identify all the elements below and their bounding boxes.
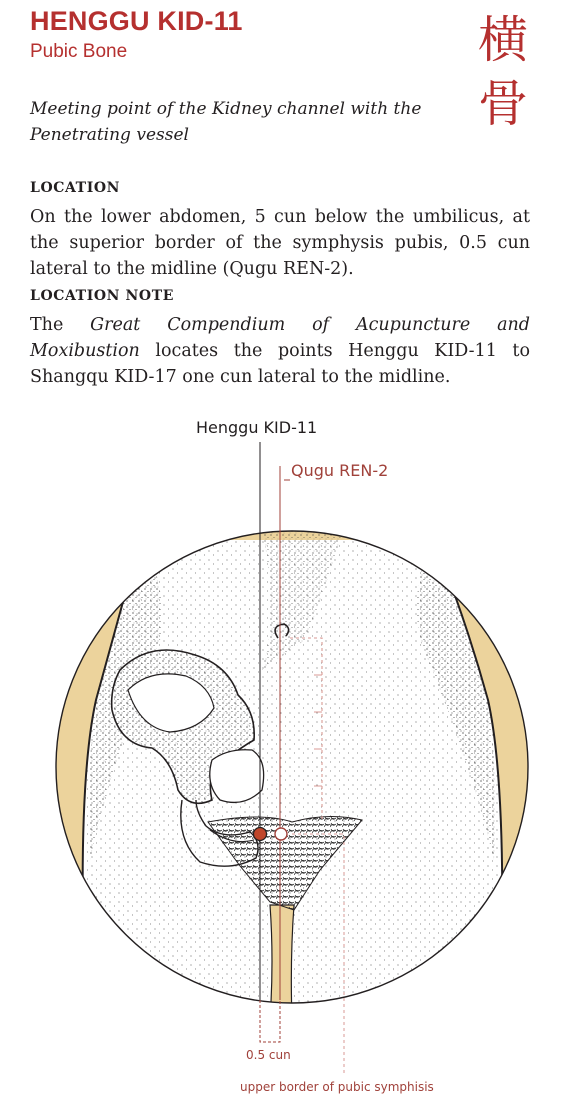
chinese-name: 横骨 [478, 11, 528, 133]
henggu-point-marker [254, 828, 267, 841]
location-heading: LOCATION [30, 180, 121, 196]
note-text-before: The [30, 315, 91, 335]
figure-circle-content [40, 520, 550, 1020]
meeting-point-text: Meeting point of the Kidney channel with the Penetrating vessel [30, 99, 422, 145]
anatomy-figure [0, 400, 587, 1117]
location-text: On the lower abdomen, 5 cun below the umbilicus, at the superior border of the symphysis pubis, 0.5 cun lateral to the midline (Qugu REN-2). [30, 207, 530, 279]
sacrum-outline [210, 750, 264, 803]
point-subtitle: Pubic Bone [30, 41, 128, 62]
qugu-label: Qugu REN-2 [291, 461, 389, 480]
book-title: Great Compendium of Acupuncture and Moxibustion [30, 315, 530, 361]
qugu-point-marker [275, 828, 287, 840]
upper-border-label: upper border of pubic symphisis [240, 1080, 434, 1094]
location-note-text [30, 312, 530, 390]
note-text-after: locates the points Henggu KID-11 to Shangqu KID-17 one cun lateral to the midline. [30, 341, 530, 387]
henggu-label: Henggu KID-11 [196, 418, 318, 437]
half-cun-label: 0.5 cun [246, 1048, 291, 1062]
location-note-heading: LOCATION NOTE [30, 288, 174, 304]
half-cun-bracket [260, 1000, 280, 1042]
point-title: HENGGU KID-11 [30, 6, 243, 36]
